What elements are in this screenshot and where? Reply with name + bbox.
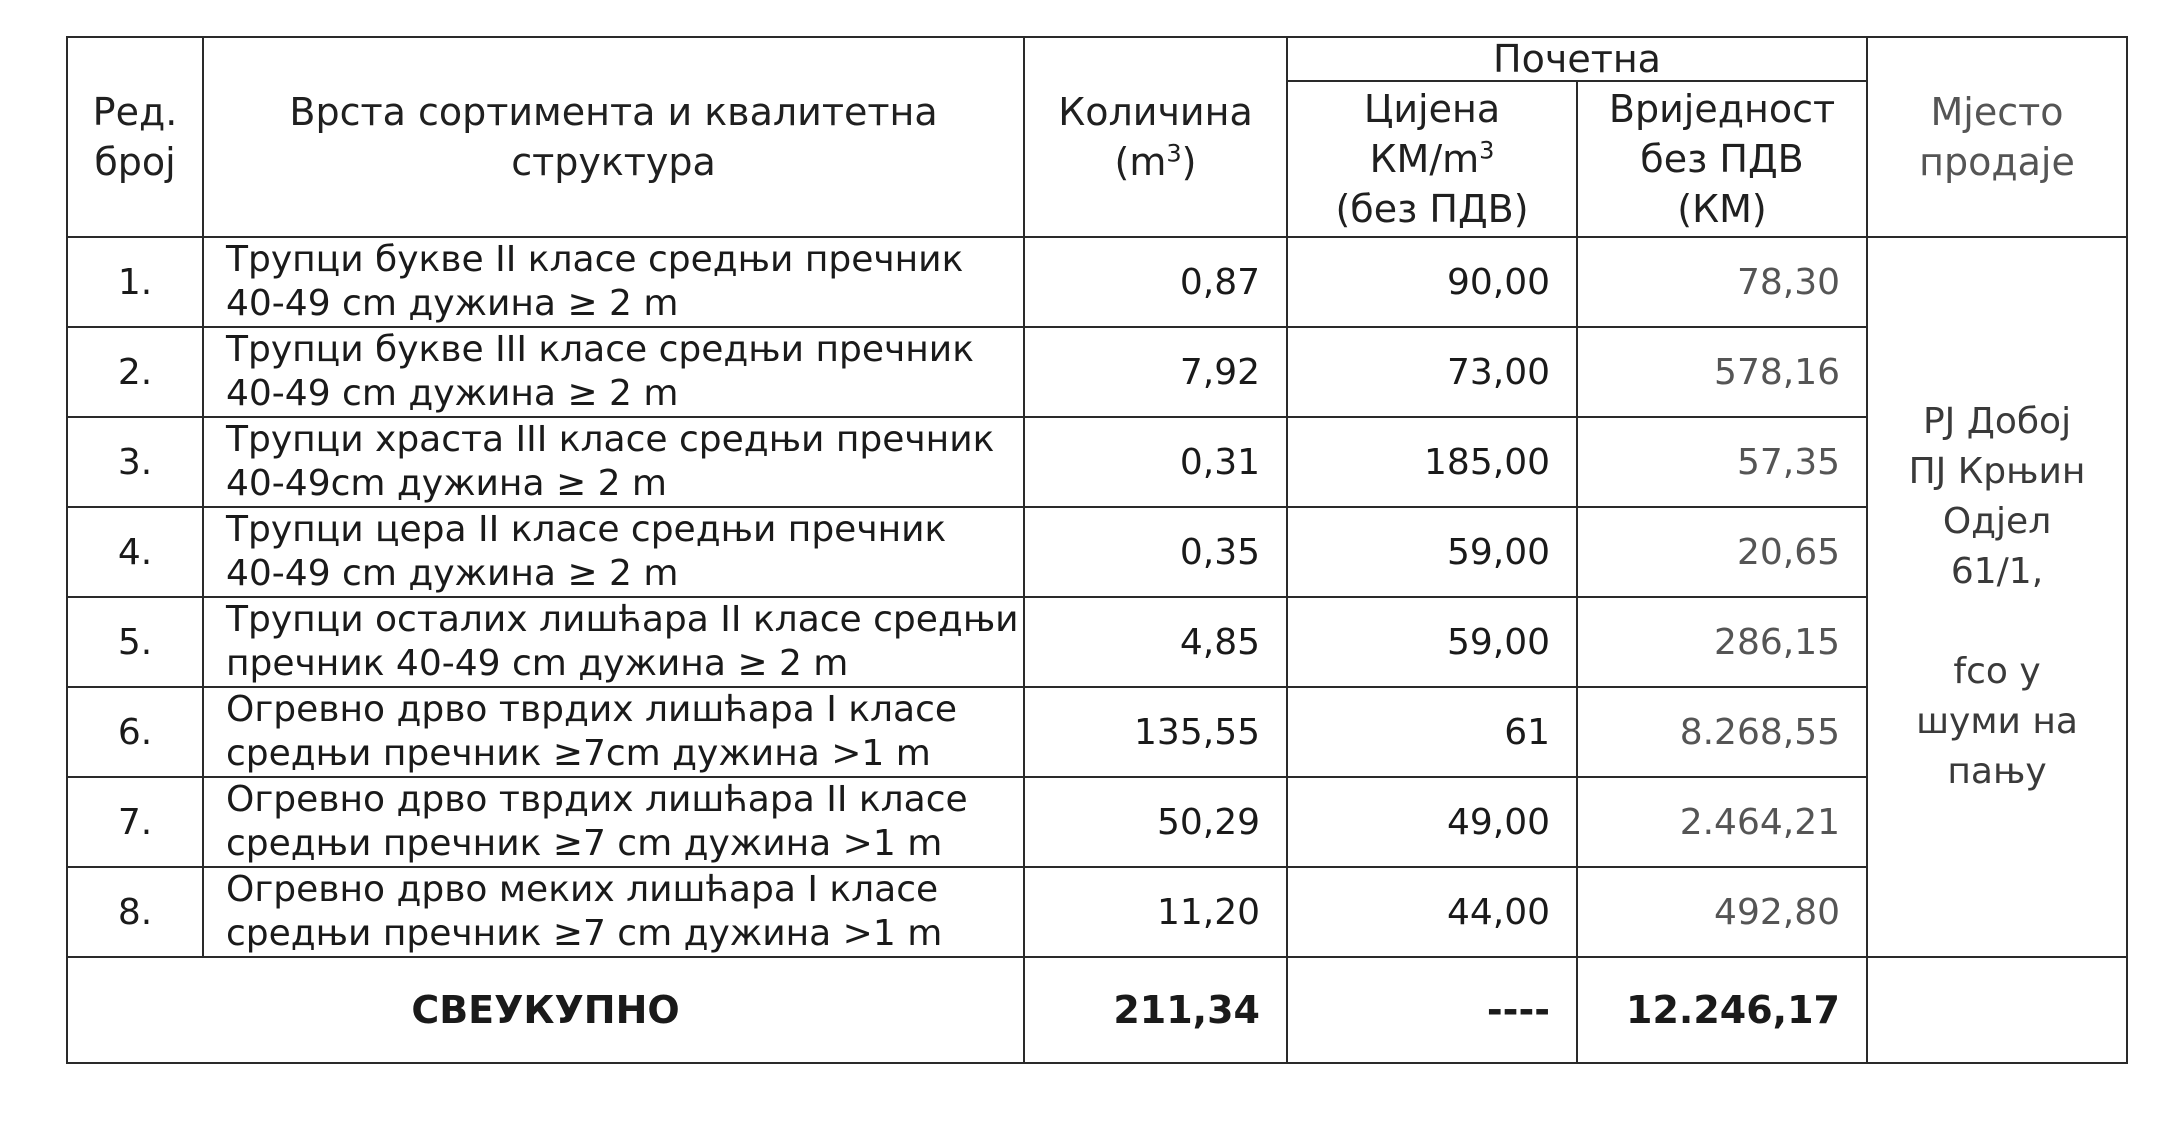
row-quantity: 4,85 [1024,597,1287,687]
row-description: Трупци букве III класе средњи пречник 40-49 cm дужина ≥ 2 m [203,327,1024,417]
total-place-empty [1867,957,2127,1063]
header-value: Вриједност без ПДВ (КМ) [1577,81,1867,237]
row-value: 578,16 [1577,327,1867,417]
total-price: ---- [1287,957,1577,1063]
row-quantity: 0,35 [1024,507,1287,597]
header-place-of-sale: Мјесто продаје [1867,37,2127,237]
table-row [67,597,2127,687]
table-row [67,327,2127,417]
row-value: 286,15 [1577,597,1867,687]
header-price: Цијена $КМ/m^3$ (без ПДВ) [1287,81,1577,237]
row-price: 44,00 [1287,867,1577,957]
table-row [67,237,2127,327]
assortment-table [66,36,2128,1064]
row-quantity: 7,92 [1024,327,1287,417]
row-value: 20,65 [1577,507,1867,597]
header-initial-group: Почетна [1287,37,1867,81]
row-number: 4. [67,507,203,597]
row-value: 2.464,21 [1577,777,1867,867]
row-price: 185,00 [1287,417,1577,507]
header-row-number: Ред. број [67,37,203,237]
row-quantity: 135,55 [1024,687,1287,777]
row-price: 49,00 [1287,777,1577,867]
total-label: СВЕУКУПНО [67,957,1024,1063]
row-price: 90,00 [1287,237,1577,327]
row-price: 73,00 [1287,327,1577,417]
row-number: 7. [67,777,203,867]
row-price: 59,00 [1287,507,1577,597]
row-quantity: 0,31 [1024,417,1287,507]
row-number: 3. [67,417,203,507]
row-description: Трупци цера II класе средњи пречник 40-49 cm дужина ≥ 2 m [203,507,1024,597]
place-of-sale: РЈ Добој ПЈ Крњин Одјел 61/1, fco у шуми на пању [1867,237,2127,957]
row-description: Огревно дрво тврдих лишћара II класе средњи пречник ≥7 cm дужина >1 m [203,777,1024,867]
row-value: 57,35 [1577,417,1867,507]
row-description: Трупци осталих лишћара II класе средњи пречник 40-49 cm дужина ≥ 2 m [203,597,1024,687]
header-assortment-type: Врста сортимента и квалитетна структура [203,37,1024,237]
table-row [67,507,2127,597]
row-description: Трупци букве II класе средњи пречник 40-49 cm дужина ≥ 2 m [203,237,1024,327]
row-description: Огревно дрво меких лишћара I класе средњи пречник ≥7 cm дужина >1 m [203,867,1024,957]
total-value: 12.246,17 [1577,957,1867,1063]
row-value: 492,80 [1577,867,1867,957]
row-value: 8.268,55 [1577,687,1867,777]
row-number: 2. [67,327,203,417]
header-quantity: Количина $(m^3)$ [1024,37,1287,237]
row-description: Трупци храста III класе средњи пречник 40-49cm дужина ≥ 2 m [203,417,1024,507]
row-number: 5. [67,597,203,687]
header-row-top [67,37,2127,81]
row-quantity: 0,87 [1024,237,1287,327]
row-price: 61 [1287,687,1577,777]
row-price: 59,00 [1287,597,1577,687]
row-description: Огревно дрво тврдих лишћара I класе средњи пречник ≥7cm дужина >1 m [203,687,1024,777]
table-row [67,867,2127,957]
total-row [67,957,2127,1063]
row-quantity: 50,29 [1024,777,1287,867]
table-row [67,777,2127,867]
row-number: 8. [67,867,203,957]
total-quantity: 211,34 [1024,957,1287,1063]
table-row [67,417,2127,507]
table-row [67,687,2127,777]
row-quantity: 11,20 [1024,867,1287,957]
row-number: 1. [67,237,203,327]
row-value: 78,30 [1577,237,1867,327]
row-number: 6. [67,687,203,777]
